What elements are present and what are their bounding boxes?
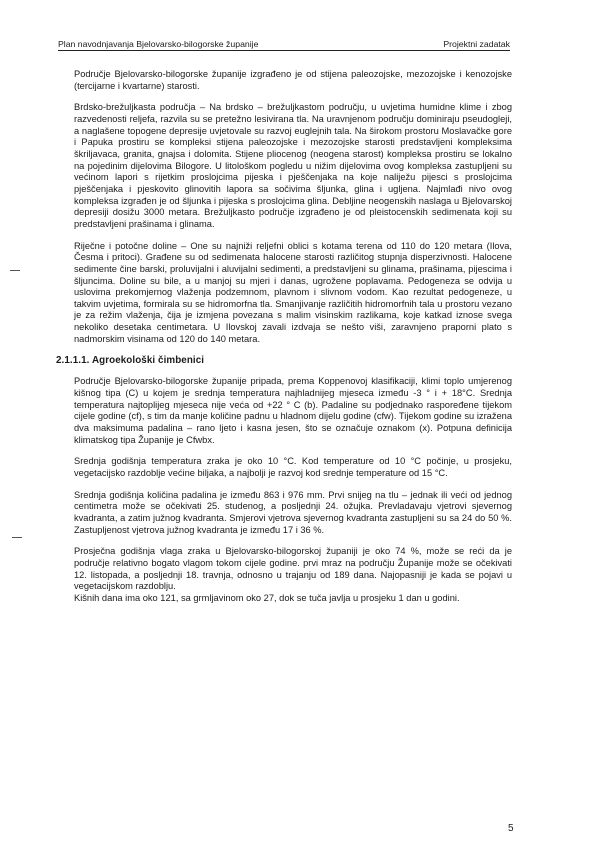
paragraph-river-valleys: Riječne i potočne doline – One su najniži reljefni oblici s kotama terena od 110 do 120 metara (Ilova, Česma i pritoci). Građene su od sedimenata halocene starosti različitog stupnja disperzivnosti. Halocene sedimente čine barski, proluvijalni i aluvijalni sedimenti, a predstavljeni su glinama, prašinama, pijescima i šljuncima. Doline su bile, a u manjoj su mjeri i danas, ugrožene poplavama. Pedogeneza se odvija u uslovima prekomjernog vlaženja podzemnom, plavnom i slivnom vodom. Kao rezultat pedogeneze, u takvim uvjetima, formirala su se hidromorfna tla. Smanjivanje različitih hidromorfnih tala u prostoru vezano je za režim vlaženja, čija je izmjena povezana s malim visinskim razlikama, koje katkad iznose svega nekoliko desetaka centimetara. U Ilovskoj zavali izdvaja se nešto viši, zaravnjeno praporni plato s nadmorskim visinama od 120 do 140 metara. — [74, 240, 512, 344]
paragraph-hill-areas: Brdsko-brežuljkasta područja – Na brdsko – brežuljkastom području, u uvjetima humidne klime i zbog razvedenosti reljefa, razvila su se pretežno lesivirana tla. Na uravnjenom području dominiraju pseudogleji, a naglašene topogene depresije uvjetovale su razvoj euglejnih tala. Na širokom prostoru Moslavačke gore i Papuka prostiru se kompleksi stijena paleozojske i mezozojske starosti predstavljeni kompleksima škriljavaca, granita, gnajsa i dolomita. Stijene pliocenog (neogena starost) kompleksa prostiru se lokalno na pojedinim dijelovima Bilogore. U litološkom pogledu u nižim dijelovima ovog kompleksa zastupljeni su većinom lapori s rijetkim proslojcima pijeska i pješčenjaka na koje naliježu pijesci s proslojcima pješčenjaka i pjeskovito glinovitih lapora sa sočivima šljunka, glina i ugljena. Najmlađi nivo ovog kompleksa izgrađen je od šljunka i pijeska s proslojcima glina. Debljine neogenskih naslaga u Bjelovarskoj depresiji dosižu 3000 metara. Brežuljkasto područje izgrađeno je od pleistocenskih sedimenata koji su predstavljeni prašinama i glinama. — [74, 102, 512, 229]
paragraph-precipitation: Srednja godišnja količina padalina je između 863 i 976 mm. Prvi snijeg na tlu – jednak ili veći od jednog centimetra može se očekivati 25. studenog, a posljednji 24. ožujka. Prevladavaju vjetrovi sjevernog kvadranta, a zatim južnog kvadranta. Smjerovi vjetrova sjevernog kvadranta zastupljeni su sa 24 do 50 %. Zastupljenost vjetrova južnog kvadranta je između 17 i 36 %. — [74, 489, 512, 535]
header-document-title: Plan navodnjavanja Bjelovarsko-bilogorske županije — [58, 39, 259, 49]
paragraph-geology-intro: Područje Bjelovarsko-bilogorske županije izgrađeno je od stijena paleozojske, mezozojske i kenozojske (tercijarne i kvartarne) starosti. — [74, 69, 512, 91]
page-header — [58, 39, 510, 51]
paragraph-temperature: Srednja godišnja temperatura zraka je oko 10 °C. Kod temperature od 10 °C počinje, u prosjeku, vegetacijsko razdoblje većine biljaka, a najbolji je razvoj kod srednje temperature od 15 °C. — [74, 456, 512, 479]
paragraph-rainy-days: Kišnih dana ima oko 121, sa grmljavinom oko 27, dok se tuča javlja u prosjeku 1 dan u godini. — [74, 592, 460, 603]
header-section-title: Projektni zadatak — [443, 39, 510, 49]
margin-mark — [12, 537, 22, 538]
section-heading: 2.1.1.1. Agroekološki čimbenici — [56, 355, 205, 367]
document-body — [56, 69, 512, 615]
paragraph-humidity: Prosječna godišnja vlaga zraka u Bjelovarsko-bilogorskoj županiji je oko 74 %, može se reći da je područje relativno bogato vlagom tokom cijele godine. prvi mraz na području Županije može se očekivati 12. listopada, a posljednji 18. travnja, odnosno u trajanju od 189 dana. Najopasniji je kada se pojavi u vegetacijskom razdoblju. — [74, 546, 512, 592]
paragraph-climate-classification: Područje Bjelovarsko-bilogorske županije pripada, prema Koppenovoj klasifikaciji, klimi toplo umjerenog kišnog tipa (C) u kojem je srednja temperatura najhladnijeg mjeseca između -3 ° i + 18°C. Srednja temperatura najtoplijeg mjeseca nije veća od +22 ° C (b). Padaline su podjednako raspoređene tijekom cijele godine (cf), s tim da manje količine padnu u hladnom dijelu godine (cfw). Tijekom godine su izražena dva maksimuma padalina – rano ljeto i kasna jesen, što se označuje oznakom (x). Potpuna definicija klimatskog tipa Županije je Cfwbx. — [74, 376, 512, 445]
page-number: 5 — [508, 823, 514, 834]
margin-mark — [10, 270, 20, 271]
